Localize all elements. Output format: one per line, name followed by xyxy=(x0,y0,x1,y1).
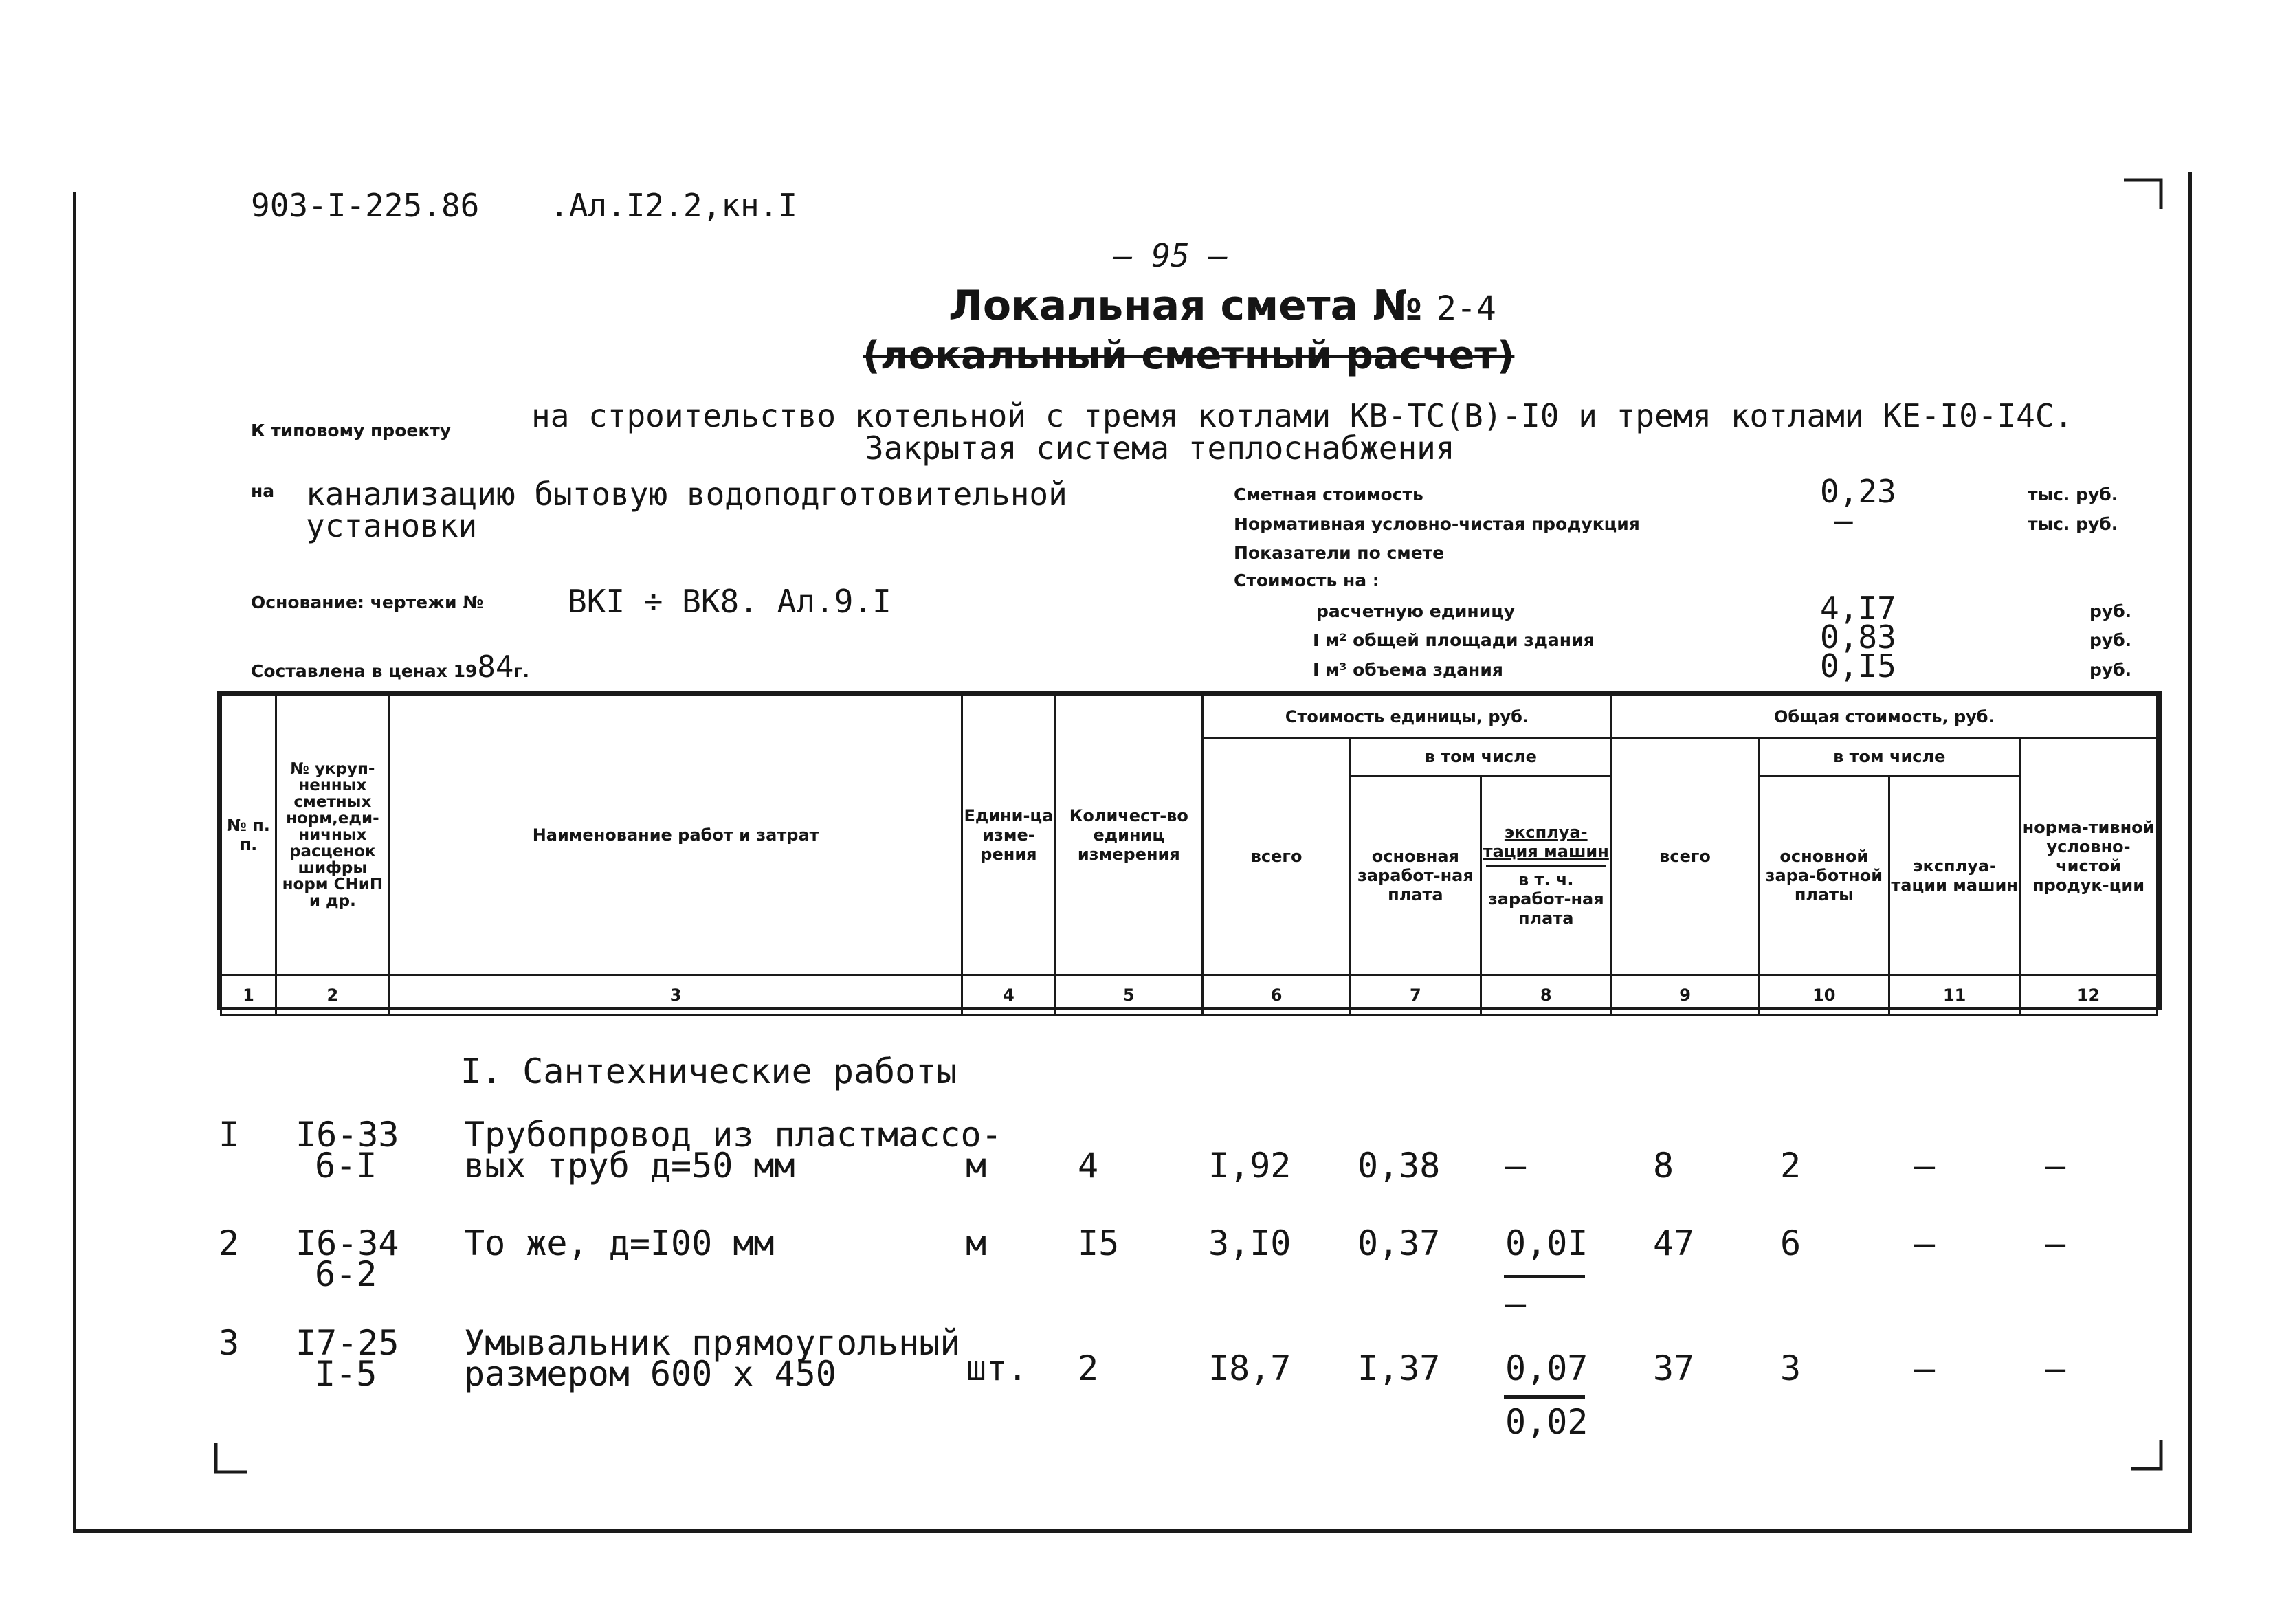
col-num-5: 5 xyxy=(1055,975,1203,1015)
per-volume-value: 0,I5 xyxy=(1820,647,1896,685)
basis-value: ВКI ÷ ВК8. Ал.9.I xyxy=(568,583,891,620)
page-title xyxy=(949,282,1496,330)
row3-machine: 0,07 xyxy=(1505,1348,1588,1388)
row1-code: I6-33 xyxy=(296,1115,399,1155)
row3-name: Умывальник прямоугольный xyxy=(464,1323,961,1363)
row2-unit: м xyxy=(966,1223,987,1263)
per-volume-unit: руб. xyxy=(2089,660,2132,680)
object-description-2: установки xyxy=(306,507,478,544)
row2-total-wage: 6 xyxy=(1780,1223,1801,1263)
prices-label: Составлена в ценах 19 xyxy=(251,661,478,681)
unit-incl-header: в том числе xyxy=(1350,738,1611,776)
col-total-header: всего xyxy=(1611,738,1759,975)
row3-unit: шт. xyxy=(966,1348,1028,1388)
on-label: на xyxy=(251,481,275,501)
row1-number: I xyxy=(219,1115,240,1155)
row3-total-machine: – xyxy=(1914,1348,1936,1388)
row2-norm: – xyxy=(2045,1223,2066,1263)
to-project-label: К типовому проекту xyxy=(251,421,452,441)
row3-code: I7-25 xyxy=(296,1323,399,1363)
per-volume-label: I м³ объема здания xyxy=(1313,660,1503,680)
title-number: 2-4 xyxy=(1437,289,1496,328)
row3-machine-wage: 0,02 xyxy=(1505,1402,1588,1442)
row2-total-machine: – xyxy=(1914,1223,1936,1263)
row1-total-wage: 2 xyxy=(1780,1146,1801,1186)
per-area-unit: руб. xyxy=(2089,630,2132,650)
norm-label: Нормативная условно-чистая продукция xyxy=(1234,514,1640,534)
prices-suffix: г. xyxy=(513,661,529,681)
prices-year: 84 xyxy=(477,649,514,685)
row3-unit-total: I8,7 xyxy=(1208,1348,1291,1388)
row2-code: I6-34 xyxy=(296,1223,399,1263)
frame-left xyxy=(73,192,76,1533)
cost-label: Сметная стоимость xyxy=(1234,485,1423,504)
page-subtitle: (локальный сметный расчет) xyxy=(863,333,1515,378)
row1-name: Трубопровод из пластмассо- xyxy=(464,1115,1002,1155)
col-machine-wage-label: в т. ч. заработ-ная плата xyxy=(1486,865,1606,928)
col-total-wage-header: основной зара-ботной платы xyxy=(1759,776,1889,975)
page-number: — 95 — xyxy=(1113,237,1228,274)
col-unit-header: Едини-ца изме-рения xyxy=(962,696,1055,975)
per-unit-label: расчетную единицу xyxy=(1316,601,1516,621)
row3-norm: – xyxy=(2045,1348,2066,1388)
frame-right xyxy=(2188,172,2192,1533)
norm-unit: тыс. руб. xyxy=(2028,514,2118,534)
row1-qty: 4 xyxy=(1078,1146,1099,1186)
row1-total-machine: – xyxy=(1914,1146,1936,1186)
row3-wage: I,37 xyxy=(1357,1348,1441,1388)
row1-wage: 0,38 xyxy=(1357,1146,1441,1186)
col-number-header: № п. п. xyxy=(221,696,276,975)
project-description: на строительство котельной с тремя котлами КВ-ТС(В)-I0 и тремя котлами КЕ-I0-I4С. xyxy=(531,397,2074,434)
row3-total-wage: 3 xyxy=(1780,1348,1801,1388)
album-reference: .Ал.I2.2,кн.I xyxy=(550,187,798,224)
row3-qty: 2 xyxy=(1078,1348,1099,1388)
col-code-header: № укруп-ненных сметных норм,еди-ничных расценок шифры норм СНиП и др. xyxy=(276,696,389,975)
col-num-7: 7 xyxy=(1350,975,1481,1015)
basis-label: Основание: чертежи № xyxy=(251,592,484,612)
per-unit-value: 4,I7 xyxy=(1820,590,1896,627)
row3-machine-divider xyxy=(1504,1395,1585,1399)
row1-code-2: 6-I xyxy=(315,1146,377,1186)
project-description-2: Закрытая система теплоснабжения xyxy=(865,430,1455,467)
col-num-1: 1 xyxy=(221,975,276,1015)
row1-name-2: вых труб д=50 мм xyxy=(464,1146,795,1186)
col-machine-label: эксплуа-тация машин xyxy=(1483,823,1609,861)
col-num-3: 3 xyxy=(389,975,962,1015)
row2-qty: I5 xyxy=(1078,1223,1120,1263)
col-unit-total-header: всего xyxy=(1203,738,1351,975)
total-incl-header: в том числе xyxy=(1759,738,2020,776)
row2-wage: 0,37 xyxy=(1357,1223,1441,1263)
row2-total: 47 xyxy=(1653,1223,1695,1263)
col-num-12: 12 xyxy=(2020,975,2158,1015)
row2-code-2: 6-2 xyxy=(315,1254,377,1294)
per-area-label: I м² общей площади здания xyxy=(1313,630,1595,650)
per-area-value: 0,83 xyxy=(1820,619,1896,656)
col-num-6: 6 xyxy=(1203,975,1351,1015)
prices-line xyxy=(251,649,529,685)
col-num-2: 2 xyxy=(276,975,389,1015)
row1-machine: – xyxy=(1505,1146,1527,1186)
row3-name-2: размером 600 х 450 xyxy=(464,1354,836,1394)
col-name-header: Наименование работ и затрат xyxy=(389,696,962,975)
unit-cost-group-header: Стоимость единицы, руб. xyxy=(1203,696,1611,738)
col-num-4: 4 xyxy=(962,975,1055,1015)
row2-machine-divider xyxy=(1504,1275,1585,1278)
col-num-10: 10 xyxy=(1759,975,1889,1015)
row2-name: То же, д=I00 мм xyxy=(464,1223,775,1263)
row3-number: 3 xyxy=(219,1323,240,1363)
corner-mark-bottom-left xyxy=(213,1443,254,1478)
norm-value: – xyxy=(1834,502,1853,539)
row1-unit-total: I,92 xyxy=(1208,1146,1291,1186)
col-machine-header xyxy=(1481,776,1611,975)
row1-total: 8 xyxy=(1653,1146,1674,1186)
frame-bottom xyxy=(73,1529,2192,1533)
title-text: Локальная смета № xyxy=(949,282,1423,330)
cost-value: 0,23 xyxy=(1820,473,1896,510)
document-code: 903-I-225.86 xyxy=(251,187,480,224)
row1-norm: – xyxy=(2045,1146,2066,1186)
col-num-11: 11 xyxy=(1889,975,2020,1015)
section-heading: I. Сантехнические работы xyxy=(461,1052,957,1091)
per-unit-unit: руб. xyxy=(2089,601,2132,621)
col-num-9: 9 xyxy=(1611,975,1759,1015)
col-total-machine-header: эксплуа-тации машин xyxy=(1889,776,2020,975)
row3-code-2: I-5 xyxy=(315,1354,377,1394)
row2-unit-total: 3,I0 xyxy=(1208,1223,1291,1263)
cost-unit: тыс. руб. xyxy=(2028,485,2118,504)
col-wage-header: основная заработ-ная плата xyxy=(1350,776,1481,975)
indicators-label: Показатели по смете xyxy=(1234,543,1445,563)
cost-per-label: Стоимость на : xyxy=(1234,570,1379,590)
corner-mark-top-right xyxy=(2124,177,2165,212)
col-qty-header: Количест-во единиц измерения xyxy=(1055,696,1203,975)
col-num-8: 8 xyxy=(1481,975,1611,1015)
row2-machine: 0,0I xyxy=(1505,1223,1588,1263)
object-description: канализацию бытовую водоподготовительной xyxy=(306,476,1067,513)
row3-total: 37 xyxy=(1653,1348,1695,1388)
col-norm-header: норма-тивной условно-чистой продук-ции xyxy=(2020,738,2158,975)
total-cost-group-header: Общая стоимость, руб. xyxy=(1611,696,2157,738)
row1-unit: м xyxy=(966,1146,987,1186)
row2-number: 2 xyxy=(219,1223,240,1263)
estimate-header-table xyxy=(217,691,2162,1010)
row2-machine-wage: – xyxy=(1505,1284,1527,1324)
corner-mark-bottom-right xyxy=(2124,1440,2165,1474)
